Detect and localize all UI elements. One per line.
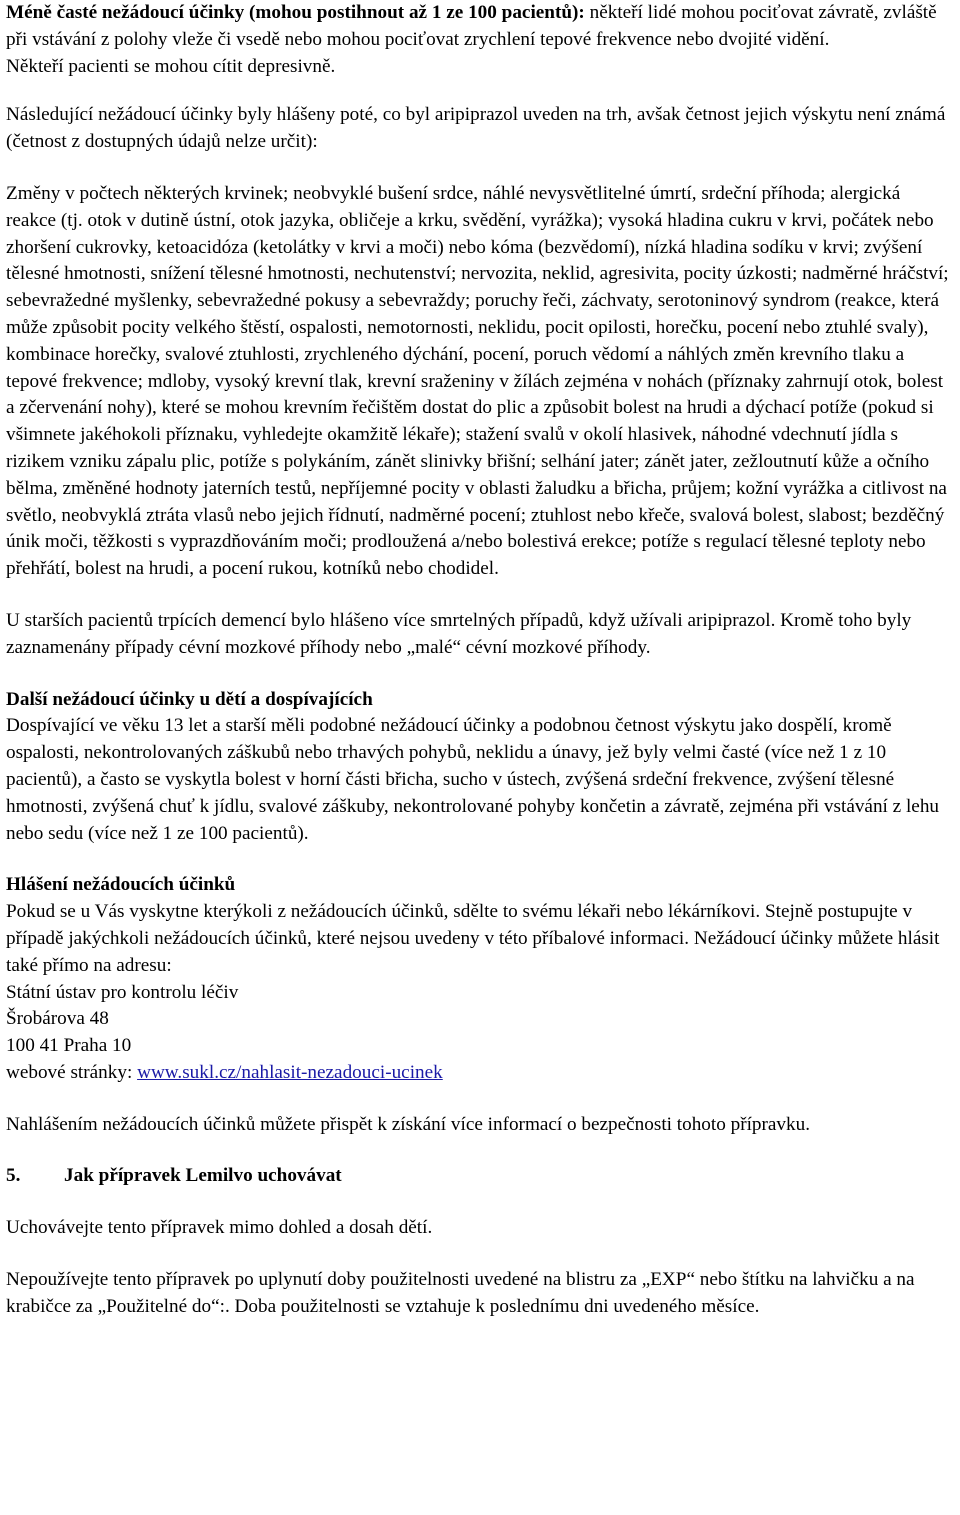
reporting-text: Pokud se u Vás vyskytne kterýkoli z nežádoucích účinků, sdělte to svému lékaři nebo lékárníkovi. Stejně postupujte v případě jakýchkoli nežádoucích účinků, které nejsou uvedeny v této příbalové informaci. Nežádoucí účinky můžete hlásit také přímo na adresu: xyxy=(6,901,940,976)
website-label: webové stránky: xyxy=(6,1061,138,1083)
children-heading: Další nežádoucí účinky u dětí a dospívajících xyxy=(6,688,373,710)
website-link[interactable]: www.sukl.cz/nahlasit-nezadouci-ucinek xyxy=(137,1061,443,1083)
storage-expiry-text: Nepoužívejte tento přípravek po uplynutí doby použitelnosti uvedené na blistru za „EXP“ nebo štítku na lahvičku a na krabičce za „Použitelné do“:. Doba použitelnosti se vztahuje k poslednímu dni uvedeného měsíce. xyxy=(6,1269,915,1317)
postmarketing-effects-list: Změny v počtech některých krvinek; neobvyklé bušení srdce, náhlé nevysvětlitelné úmrtí, srdeční příhoda; alergická reakce (tj. otok v dutině ústní, otok jazyka, obličeje a krku, svědění, vyrážka); vysoká hladina cukru v krvi, počátek nebo zhoršení cukrovky, ketoacidóza (ketolátky v krvi a moči) nebo kóma (bezvědomí), nízká hladina sodíku v krvi; zvýšení tělesné hmotnosti, snížení tělesné hmotnosti, nechutenství; nervozita, neklid, agresivita, pocity úzkosti; nadměrné hráčství; sebevražedné myšlenky, sebevražedné pokusy a sebevraždy; poruchy řeči, záchvaty, serotoninový syndrom (reakce, která může způsobit pocity velkého štěstí, ospalosti, nemotornosti, neklidu, pocit opilosti, horečku, pocení nebo ztuhlé svaly), kombinace horečky, svalové ztuhlosti, zrychleného dýchání, pocení, poruch vědomí a náhlých změn krevního tlaku a tepové frekvence; mdloby, vysoký krevní tlak, krevní sraženiny v žílách zejména v nohách (příznaky zahrnují otok, bolest a zčervenání nohy), které se mohou krevním řečištěm dostat do plic a způsobit bolest na hrudi a dýchací potíže (pokud si všimnete jakéhokoli příznaku, vyhledejte okamžitě lékaře); stažení svalů v okolí hlasivek, náhodné vdechnutí jídla s rizikem vzniku zápalu plic, potíže s polykáním, zánět slinivky břišní; selhání jater; zánět jater, zežloutnutí kůže a očního bělma, změněné hodnoty jaterních testů, nepříjemné pocity v oblasti žaludku a břicha, průjem; kožní vyrážka a citlivost na světlo, neobvyklá ztráta vlasů nebo jejich řídnutí, nadměrné pocení; ztuhlost nebo křeče, svalová bolest, slabost; bezděčný únik moči, těžkosti s vyprazdňováním moči; prodloužená a/nebo bolestivá erekce; potíže s regulací tělesné teploty nebo přehřátí, bolest na hrudi, a pocení rukou, kotníků nebo chodidel. xyxy=(6,182,949,580)
website-line xyxy=(6,1060,954,1087)
postmarketing-intro: Následující nežádoucí účinky byly hlášeny poté, co byl aripiprazol uveden na trh, avšak četnost jejich výskytu není známá (četnost z dostupných údajů nelze určit): xyxy=(6,104,946,153)
depression-note: Někteří pacienti se mohou cítit depresivně. xyxy=(6,55,336,77)
less-common-effects-text: někteří lidé mohou pociťovat závratě, zvláště při vstávání z polohy vleže či vsedě nebo mohou pociťovat zrychlení tepové frekvence nebo dvojité vidění. xyxy=(6,2,937,50)
address-line-city: 100 41 Praha 10 xyxy=(6,1035,132,1057)
section-title: Jak přípravek Lemilvo uchovávat xyxy=(64,1165,342,1187)
address-line-street: Šrobárova 48 xyxy=(6,1008,109,1030)
reporting-heading: Hlášení nežádoucích účinků xyxy=(6,874,236,896)
address-line-institution: Státní ústav pro kontrolu léčiv xyxy=(6,981,239,1003)
section-5-heading xyxy=(6,1163,954,1190)
less-common-effects-paragraph xyxy=(6,0,954,54)
children-text: Dospívající ve věku 13 let a starší měli podobné nežádoucí účinky a podobnou četnost výskytu jako dospělí, kromě ospalosti, nekontrolovaných záškubů nebo trhavých pohybů, neklidu a únavy, jež byly velmi časté (více než 1 z 10 pacientů), a často se vyskytla bolest v horní části břicha, sucho v ústech, zvýšená srdeční frekvence, zvýšení tělesné hmotnosti, zvýšená chuť k jídlu, svalové záškuby, nekontrolované pohyby končetin a závratě, zejména při vstávání z lehu nebo sedu (více než 1 ze 100 pacientů). xyxy=(6,715,940,844)
storage-children-warning: Uchovávejte tento přípravek mimo dohled a dosah dětí. xyxy=(6,1217,433,1239)
section-number: 5. xyxy=(6,1165,21,1187)
elderly-dementia-paragraph: U starších pacientů trpících demencí bylo hlášeno více smrtelných případů, když užívali aripiprazol. Kromě toho byly zaznamenány případy cévní mozkové příhody nebo „malé“ cévní mozkové příhody. xyxy=(6,609,912,658)
reporting-closing: Nahlášením nežádoucích účinků můžete přispět k získání více informací o bezpečnosti tohoto přípravku. xyxy=(6,1113,811,1135)
frequency-label: Méně časté nežádoucí účinky (mohou postihnout až 1 ze 100 pacientů): xyxy=(6,2,585,23)
